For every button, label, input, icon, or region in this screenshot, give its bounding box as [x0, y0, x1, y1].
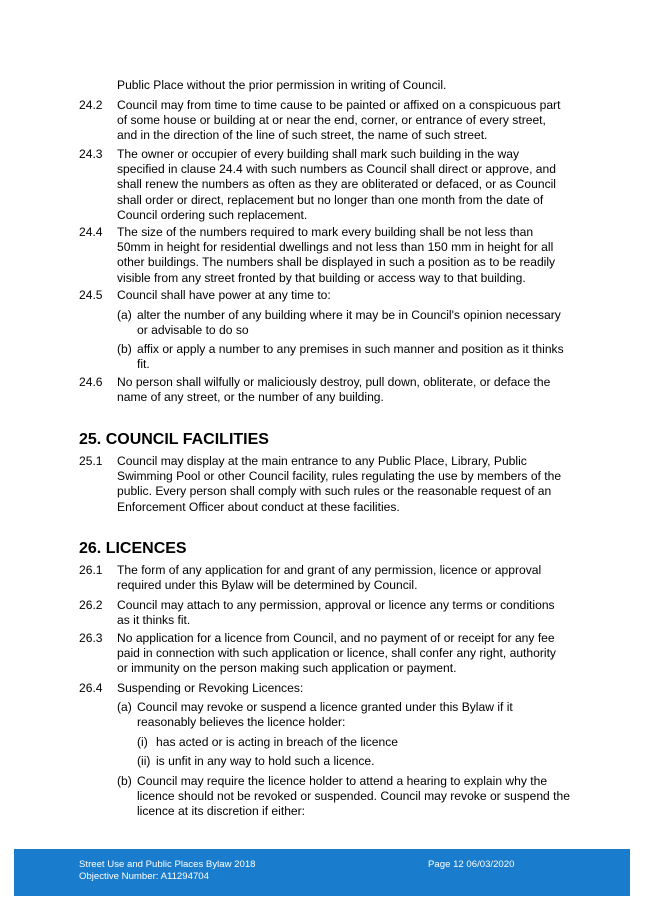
sublist-marker: (i)	[137, 735, 148, 749]
clause-text: The size of the numbers required to mark every building shall be not less than 50mm in height for residential dwellings and not less than 150 mm in height for all other buildings. The numbers shall be displayed in such a position as to be readily visible from any street fronted by that building or access way to that building.	[117, 225, 556, 285]
sublist-item-text: is unfit in any way to hold such a licence.	[156, 754, 375, 768]
intro-text: Public Place without the prior permission in writing of Council.	[117, 78, 447, 92]
footer-page-number: Page 12 06/03/2020	[428, 859, 515, 870]
clause-text: Council shall have power at any time to:	[117, 288, 331, 302]
list-marker: (b)	[117, 774, 132, 788]
sublist-marker: (ii)	[137, 754, 151, 768]
list-marker: (a)	[117, 308, 132, 322]
clause-number: 24.6	[79, 375, 103, 389]
clause-text: No person shall wilfully or maliciously destroy, pull down, obliterate, or deface the name of any street, or the number of any building.	[117, 375, 551, 405]
clause-number: 26.1	[79, 563, 103, 577]
clause-text: The form of any application for and grant of any permission, licence or approval required under this Bylaw will be determined by Council.	[117, 563, 542, 593]
clause-number: 25.1	[79, 454, 103, 468]
clause-number: 24.2	[79, 98, 103, 112]
list-marker: (b)	[117, 342, 132, 356]
section-heading: 26. LICENCES	[79, 540, 187, 557]
page-footer	[14, 849, 630, 896]
footer-objective-number: Objective Number: A11294704	[79, 870, 209, 882]
clause-text: The owner or occupier of every building shall mark such building in the way specified in clause 24.4 with such numbers as Council shall direct or approve, and shall renew the numbers as often as they are obliterated or defaced, or as Council shall order or direct, replacement but no longer than one month from the date of Council ordering such replacement.	[117, 147, 556, 222]
clause-number: 26.4	[79, 681, 103, 695]
clause-number: 24.5	[79, 288, 103, 302]
clause-number: 26.3	[79, 631, 103, 645]
footer-title: Street Use and Public Places Bylaw 2018	[79, 859, 256, 870]
clause-number: 24.4	[79, 225, 103, 239]
footer-document-info	[79, 859, 256, 883]
clause-text: No application for a licence from Council, and no payment of or receipt for any fee paid in connection with such application or licence, shall confer any right, authority or immunity on the person making such application or payment.	[117, 631, 556, 676]
clause-text: Suspending or Revoking Licences:	[117, 681, 304, 695]
list-item-text: Council may revoke or suspend a licence granted under this Bylaw if it reasonably believes the licence holder:	[137, 700, 513, 730]
list-item-text: Council may require the licence holder to attend a hearing to explain why the licence should not be revoked or suspended. Council may revoke or suspend the licence at its discretion if either:	[137, 774, 570, 819]
clause-text: Council may from time to time cause to be painted or affixed on a conspicuous part of some house or building at or near the end, corner, or entrance of every street, and in the direction of the line of such street, the name of such street.	[117, 98, 561, 143]
list-item-text: alter the number of any building where it may be in Council's opinion necessary or advisable to do so	[137, 308, 561, 338]
list-item-text: affix or apply a number to any premises in such manner and position as it thinks fit.	[137, 342, 564, 372]
clause-text: Council may attach to any permission, approval or licence any terms or conditions as it thinks fit.	[117, 598, 555, 628]
clause-text: Council may display at the main entrance to any Public Place, Library, Public Swimming Pool or other Council facility, rules regulating the use by members of the public. Every person shall comply with such rules or the reasonable request of an Enforcement Officer about conduct at these facilities.	[117, 454, 562, 514]
list-marker: (a)	[117, 700, 132, 714]
sublist-item-text: has acted or is acting in breach of the licence	[156, 735, 399, 749]
clause-number: 26.2	[79, 598, 103, 612]
clause-number: 24.3	[79, 147, 103, 161]
section-heading: 25. COUNCIL FACILITIES	[79, 431, 269, 448]
